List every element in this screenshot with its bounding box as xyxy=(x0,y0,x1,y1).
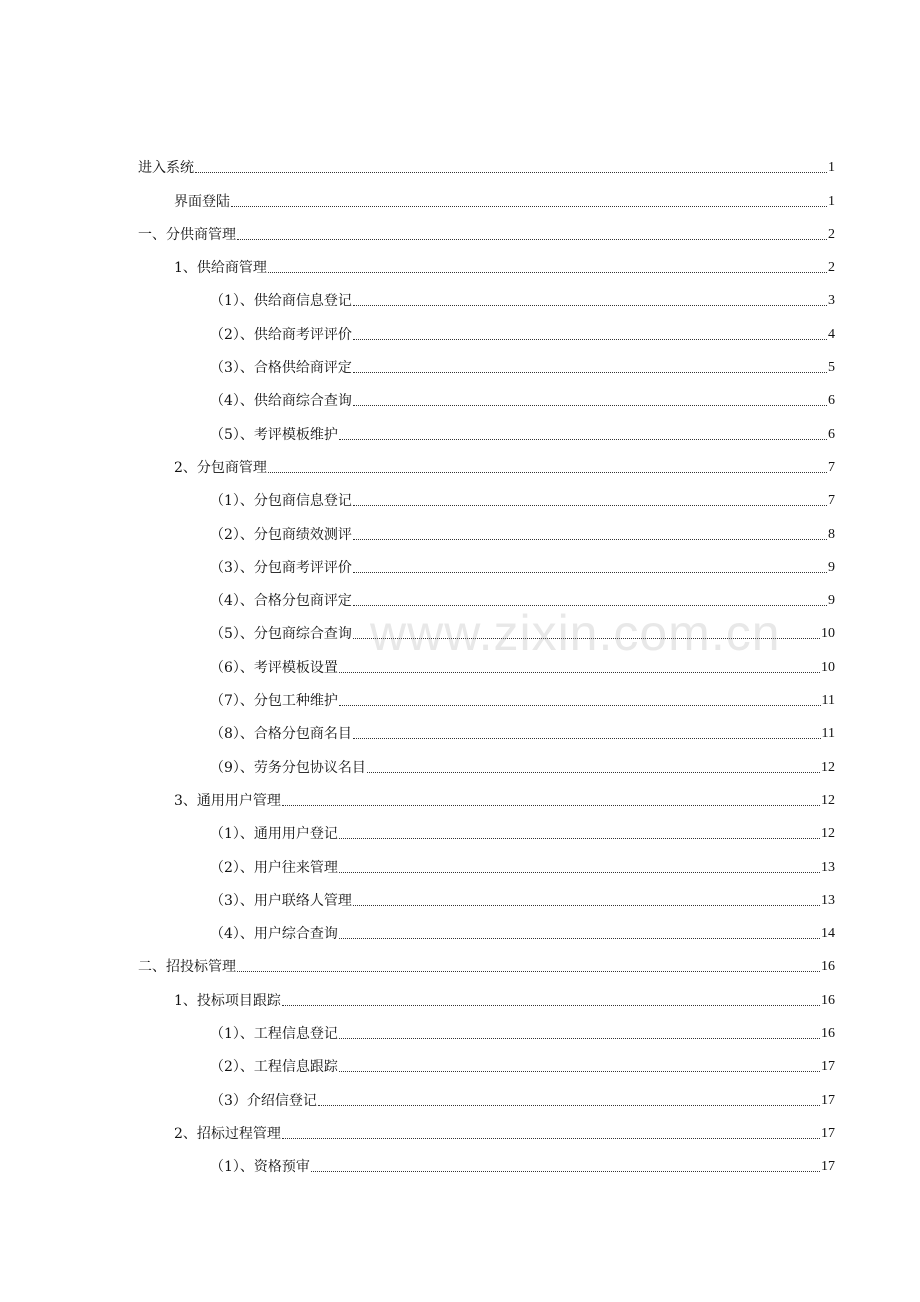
dot-leader xyxy=(231,206,827,207)
toc-entry-page-number: 1 xyxy=(828,160,835,176)
toc-entry-page-number: 6 xyxy=(828,393,835,409)
toc-entry-page-number: 13 xyxy=(821,859,835,875)
dot-leader xyxy=(311,1171,820,1172)
toc-entry[interactable] xyxy=(138,914,835,947)
toc-entry[interactable] xyxy=(138,714,835,747)
dot-leader xyxy=(353,339,827,340)
toc-entry[interactable] xyxy=(138,980,835,1013)
dot-leader xyxy=(353,605,827,606)
toc-entry[interactable] xyxy=(138,1047,835,1080)
toc-entry-title[interactable]: （1）、通用用户登记 xyxy=(210,826,338,843)
toc-entry-title[interactable]: 2、分包商管理 xyxy=(174,459,267,476)
toc-entry-title[interactable]: （1）、工程信息登记 xyxy=(210,1026,338,1043)
toc-entry-page-number: 16 xyxy=(821,959,835,975)
toc-entry-title[interactable]: （2）、分包商绩效测评 xyxy=(210,526,352,543)
toc-entry-page-number: 17 xyxy=(821,1159,835,1175)
toc-entry-title[interactable]: （1）、资格预审 xyxy=(210,1159,310,1176)
toc-entry-title[interactable]: （2）、供给商考评评价 xyxy=(210,326,352,343)
toc-entry-title[interactable]: 3、通用用户管理 xyxy=(174,792,281,809)
toc-entry-title[interactable]: （4）、合格分包商评定 xyxy=(210,593,352,610)
toc-entry[interactable] xyxy=(138,248,835,281)
toc-entry-page-number: 7 xyxy=(828,459,835,475)
toc-entry-title[interactable]: 界面登陆 xyxy=(174,193,230,210)
dot-leader xyxy=(339,1038,820,1039)
toc-entry-page-number: 1 xyxy=(828,193,835,209)
toc-entry-title[interactable]: （3）介绍信登记 xyxy=(210,1092,317,1109)
dot-leader xyxy=(353,372,827,373)
dot-leader xyxy=(237,239,827,240)
toc-entry-title[interactable]: （2）、用户往来管理 xyxy=(210,859,338,876)
dot-leader xyxy=(353,738,821,739)
toc-entry-title[interactable]: 二、招投标管理 xyxy=(138,959,236,976)
toc-entry[interactable] xyxy=(138,847,835,880)
dot-leader xyxy=(353,905,820,906)
toc-entry[interactable] xyxy=(138,781,835,814)
toc-entry-title[interactable]: 1、投标项目跟踪 xyxy=(174,992,281,1009)
toc-entry-title[interactable]: 一、分供商管理 xyxy=(138,226,236,243)
toc-entry[interactable] xyxy=(138,514,835,547)
toc-entry-page-number: 8 xyxy=(828,526,835,542)
dot-leader xyxy=(237,971,820,972)
toc-entry[interactable] xyxy=(138,348,835,381)
toc-entry-page-number: 7 xyxy=(828,493,835,509)
dot-leader xyxy=(339,872,820,873)
toc-entry[interactable] xyxy=(138,548,835,581)
dot-leader xyxy=(353,638,820,639)
toc-entry[interactable] xyxy=(138,747,835,780)
toc-entry[interactable] xyxy=(138,581,835,614)
toc-entry-title[interactable]: （5）、考评模板维护 xyxy=(210,426,338,443)
dot-leader xyxy=(268,472,827,473)
watermark: www.zixin.com.cn xyxy=(370,605,781,661)
toc-entry-page-number: 17 xyxy=(821,1059,835,1075)
toc-entry[interactable] xyxy=(138,1080,835,1113)
toc-entry-page-number: 6 xyxy=(828,426,835,442)
toc-entry-page-number: 16 xyxy=(821,1026,835,1042)
toc-entry-title[interactable]: 进入系统 xyxy=(138,160,194,177)
toc-entry[interactable] xyxy=(138,947,835,980)
dot-leader xyxy=(339,1071,820,1072)
dot-leader xyxy=(367,772,820,773)
toc-entry-page-number: 16 xyxy=(821,992,835,1008)
toc-entry-title[interactable]: （3）、用户联络人管理 xyxy=(210,892,352,909)
toc-entry-page-number: 12 xyxy=(821,826,835,842)
dot-leader xyxy=(282,805,820,806)
dot-leader xyxy=(339,439,827,440)
toc-entry-title[interactable]: 1、供给商管理 xyxy=(174,260,267,277)
toc-entry-page-number: 2 xyxy=(828,226,835,242)
dot-leader xyxy=(339,838,820,839)
toc-entry-page-number: 13 xyxy=(821,892,835,908)
toc-entry-page-number: 17 xyxy=(821,1125,835,1141)
toc-entry[interactable] xyxy=(138,681,835,714)
toc-entry-page-number: 5 xyxy=(828,360,835,376)
toc-entry-title[interactable]: （3）、分包商考评评价 xyxy=(210,559,352,576)
toc-entry-title[interactable]: （9）、劳务分包协议名目 xyxy=(210,759,366,776)
toc-entry[interactable] xyxy=(138,881,835,914)
toc-entry-page-number: 12 xyxy=(821,792,835,808)
dot-leader xyxy=(318,1105,820,1106)
table-of-contents xyxy=(138,148,835,1180)
toc-entry[interactable] xyxy=(138,314,835,347)
toc-entry-page-number: 2 xyxy=(828,260,835,276)
toc-entry[interactable] xyxy=(138,215,835,248)
toc-entry-title[interactable]: （4）、用户综合查询 xyxy=(210,926,338,943)
dot-leader xyxy=(282,1138,820,1139)
toc-entry-page-number: 14 xyxy=(821,926,835,942)
toc-entry[interactable] xyxy=(138,1014,835,1047)
toc-entry-title[interactable]: （2）、工程信息跟踪 xyxy=(210,1059,338,1076)
toc-entry-page-number: 9 xyxy=(828,593,835,609)
toc-entry-page-number: 3 xyxy=(828,293,835,309)
toc-entry-page-number: 17 xyxy=(821,1092,835,1108)
toc-entry[interactable] xyxy=(138,448,835,481)
toc-entry[interactable] xyxy=(138,148,835,181)
toc-entry-title[interactable]: （5）、分包商综合查询 xyxy=(210,626,352,643)
toc-entry-page-number: 10 xyxy=(821,626,835,642)
toc-entry-title[interactable]: （6）、考评模板设置 xyxy=(210,659,338,676)
toc-entry-title[interactable]: （1）、供给商信息登记 xyxy=(210,293,352,310)
toc-entry[interactable] xyxy=(138,281,835,314)
dot-leader xyxy=(353,305,827,306)
dot-leader xyxy=(353,505,827,506)
dot-leader xyxy=(339,938,820,939)
toc-entry-title[interactable]: （1）、分包商信息登记 xyxy=(210,493,352,510)
toc-entry[interactable] xyxy=(138,481,835,514)
dot-leader xyxy=(353,539,827,540)
toc-entry[interactable] xyxy=(138,381,835,414)
toc-entry[interactable] xyxy=(138,1147,835,1180)
toc-entry[interactable] xyxy=(138,614,835,647)
toc-entry-page-number: 9 xyxy=(828,559,835,575)
dot-leader xyxy=(282,1005,820,1006)
dot-leader xyxy=(339,672,820,673)
toc-entry-page-number: 10 xyxy=(821,659,835,675)
toc-entry[interactable] xyxy=(138,181,835,214)
toc-entry[interactable] xyxy=(138,647,835,680)
dot-leader xyxy=(353,405,827,406)
toc-entry[interactable] xyxy=(138,414,835,447)
dot-leader xyxy=(195,172,827,173)
dot-leader xyxy=(339,705,821,706)
toc-entry-page-number: 11 xyxy=(821,693,835,709)
toc-entry-title[interactable]: 2、招标过程管理 xyxy=(174,1125,281,1142)
toc-entry-page-number: 11 xyxy=(821,726,835,742)
toc-entry[interactable] xyxy=(138,1114,835,1147)
toc-entry-title[interactable]: （4）、供给商综合查询 xyxy=(210,393,352,410)
toc-entry-title[interactable]: （8）、合格分包商名目 xyxy=(210,726,352,743)
toc-entry-title[interactable]: （3）、合格供给商评定 xyxy=(210,360,352,377)
toc-entry-page-number: 4 xyxy=(828,326,835,342)
toc-entry-page-number: 12 xyxy=(821,759,835,775)
toc-entry-title[interactable]: （7）、分包工种维护 xyxy=(210,693,338,710)
dot-leader xyxy=(268,272,827,273)
toc-entry[interactable] xyxy=(138,814,835,847)
dot-leader xyxy=(353,572,827,573)
